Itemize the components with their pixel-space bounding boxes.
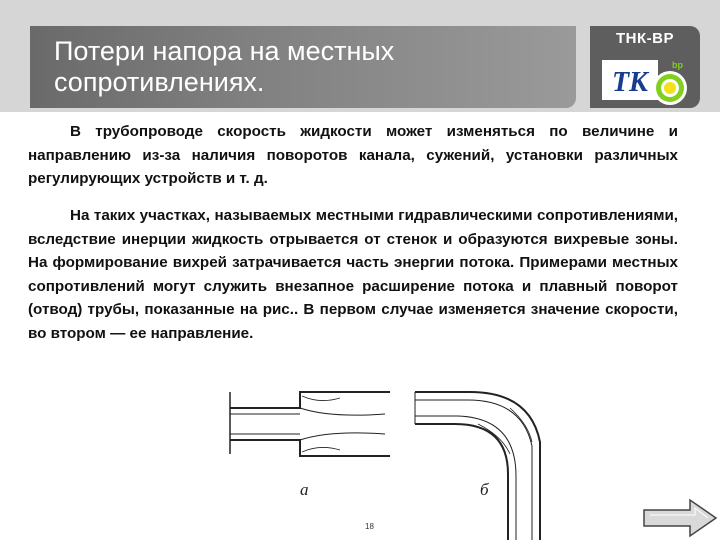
paragraph-local-resistance: На таких участках, называемых местными гидравлическими сопротивлениями, вследствие инерции жидкость отрывается от стенок и образуются вихревые зоны. На формирование вихрей затрачивается часть энергии потока. Примерами местных сопротивлений могут служить внезапное расширение потока и плавный поворот (отвод) трубы, показанные на рис.. В первом случае изменяется значение скорости, во втором — ее направление. (28, 207, 678, 342)
figure-label-a: а (300, 480, 309, 499)
slide-title: Потери напора на местных сопротивлениях. (54, 36, 395, 97)
sudden-expansion-drawing (230, 392, 390, 456)
bp-label: bp (672, 60, 683, 70)
pipe-bend-drawing (415, 392, 540, 540)
page-number: 18 (365, 522, 374, 531)
tnk-bp-logo (590, 26, 700, 108)
bp-helios-icon (652, 70, 688, 106)
next-arrow-icon[interactable] (640, 496, 720, 540)
pipe-figure (210, 384, 570, 540)
paragraph-intro: В трубопроводе скорость жидкости может изменяться по величине и направлению из-за наличия поворотов канала, сужений, установки различных регулирующих устройств и т. д. (28, 123, 678, 187)
logo-brand-text: ТНК-ВР (616, 30, 674, 47)
figure-label-b: б (480, 480, 489, 499)
tk-logo-icon (602, 60, 658, 100)
svg-text:ТК: ТК (611, 67, 649, 98)
